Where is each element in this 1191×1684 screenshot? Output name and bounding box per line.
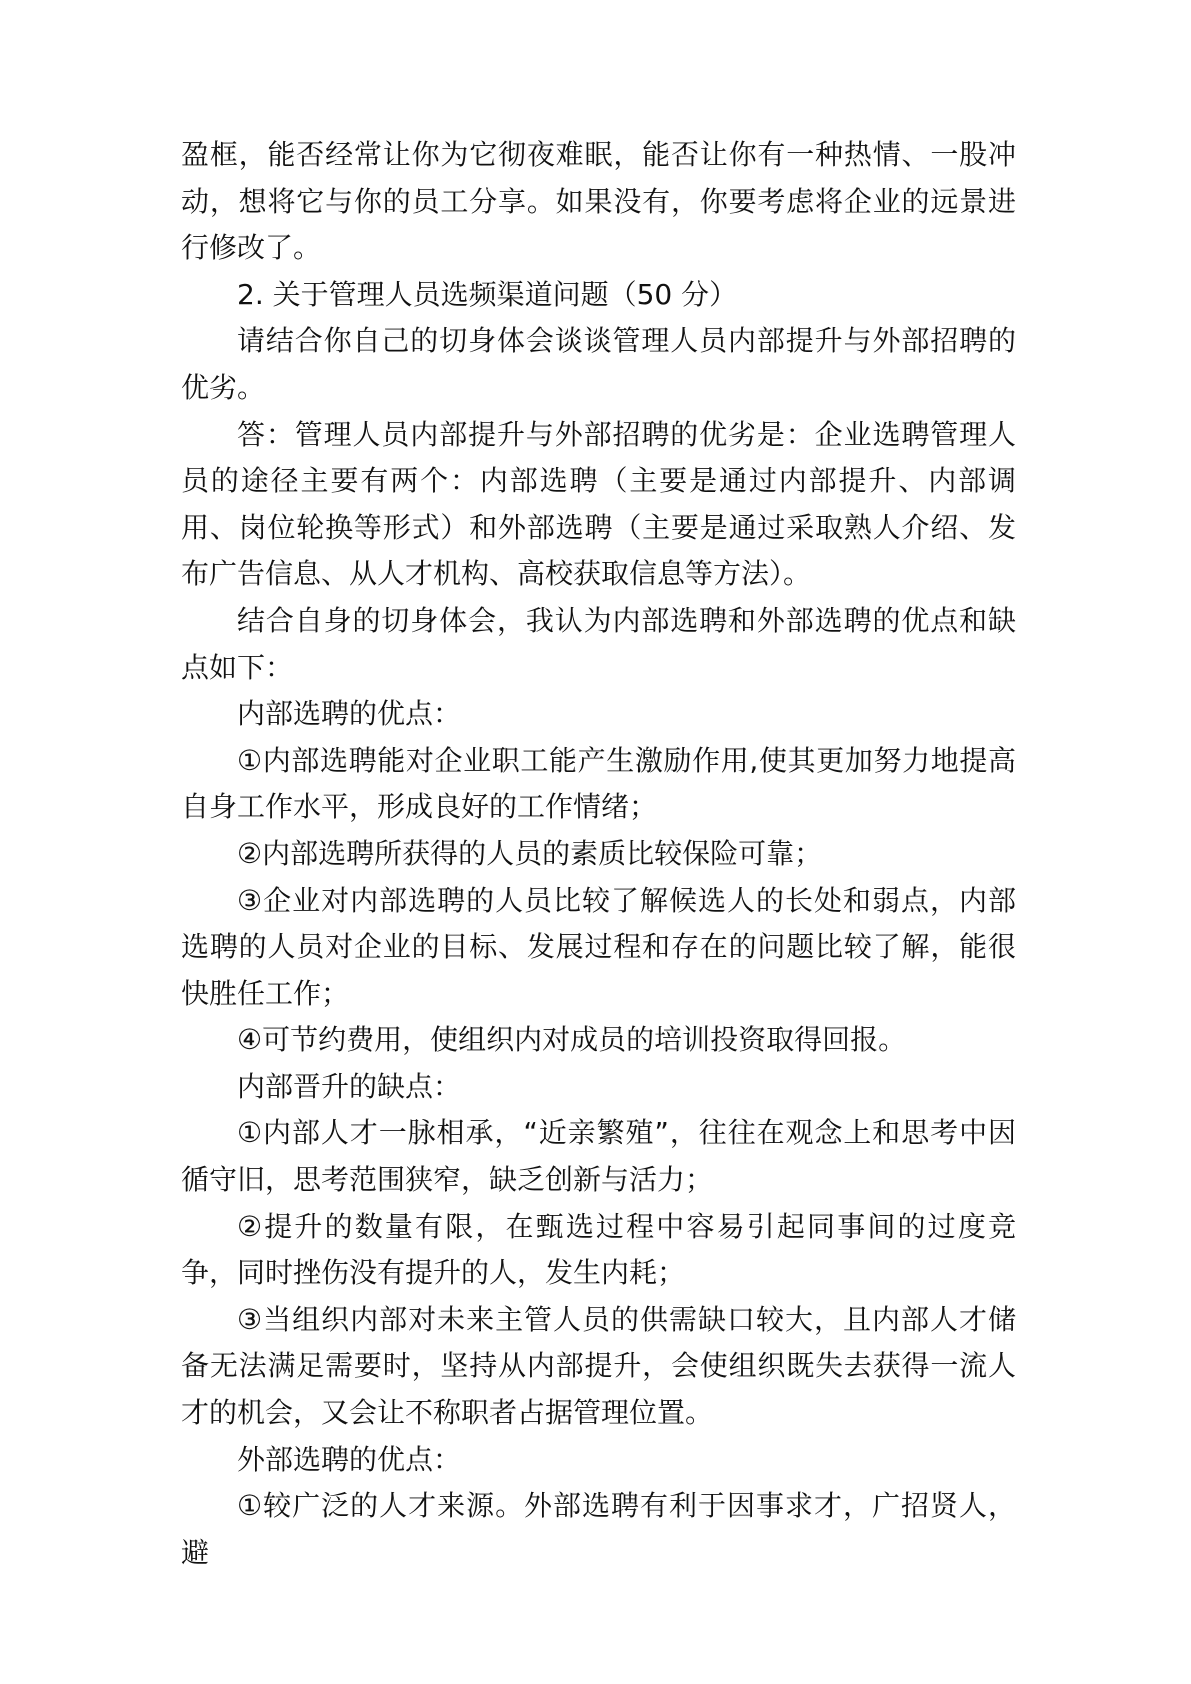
paragraph-vision-conclusion: 盈框，能否经常让你为它彻夜难眠，能否让你有一种热情、一股冲动，想将它与你的员工分享。如果没有，你要考虑将企业的远景进行修改了。 — [181, 138, 1016, 265]
internal-pro-1: ①内部选聘能对企业职工能产生激励作用,使其更加努力地提高自身工作水平，形成良好的工作情绪； — [181, 743, 1016, 824]
answer-summary: 结合自身的切身体会，我认为内部选聘和外部选聘的优点和缺点如下： — [181, 603, 1016, 684]
external-pro-1: ①较广泛的人才来源。外部选聘有利于因事求才，广招贤人，避 — [181, 1489, 1016, 1569]
internal-pro-3: ③企业对内部选聘的人员比较了解候选人的长处和弱点，内部选聘的人员对企业的目标、发展过程和存在的问题比较了解，能很快胜任工作； — [181, 883, 1016, 1010]
section-heading-internal-cons: 内部晋升的缺点： — [237, 1069, 462, 1103]
internal-pro-2: ②内部选聘所获得的人员的素质比较保险可靠； — [237, 836, 823, 870]
section-heading-internal-pros: 内部选聘的优点： — [237, 697, 462, 731]
internal-con-2: ②提升的数量有限，在甄选过程中容易引起同事间的过度竞争，同时挫伤没有提升的人，发生内耗； — [181, 1209, 1016, 1290]
question-heading: 2. 关于管理人员选频渠道问题（50 分） — [237, 277, 738, 311]
internal-pro-4: ④可节约费用，使组织内对成员的培训投资取得回报。 — [237, 1023, 907, 1057]
internal-con-1: ①内部人才一脉相承，“近亲繁殖”，往往在观念上和思考中因循守旧，思考范围狭窄，缺乏创新与活力； — [181, 1116, 1016, 1197]
section-heading-external-pros: 外部选聘的优点： — [237, 1442, 462, 1476]
question-prompt: 请结合你自己的切身体会谈谈管理人员内部提升与外部招聘的优劣。 — [181, 324, 1016, 404]
answer-intro: 答：管理人员内部提升与外部招聘的优劣是：企业选聘管理人员的途径主要有两个：内部选聘（主要是通过内部提升、内部调用、岗位轮换等形式）和外部选聘（主要是通过采取熟人介绍、发布广告信息、从人才机构、高校获取信息等方法）。 — [181, 417, 1016, 591]
document-page — [181, 132, 1016, 1576]
internal-con-3: ③当组织内部对未来主管人员的供需缺口较大，且内部人才储备无法满足需要时，坚持从内部提升，会使组织既失去获得一流人才的机会，又会让不称职者占据管理位置。 — [181, 1302, 1016, 1430]
